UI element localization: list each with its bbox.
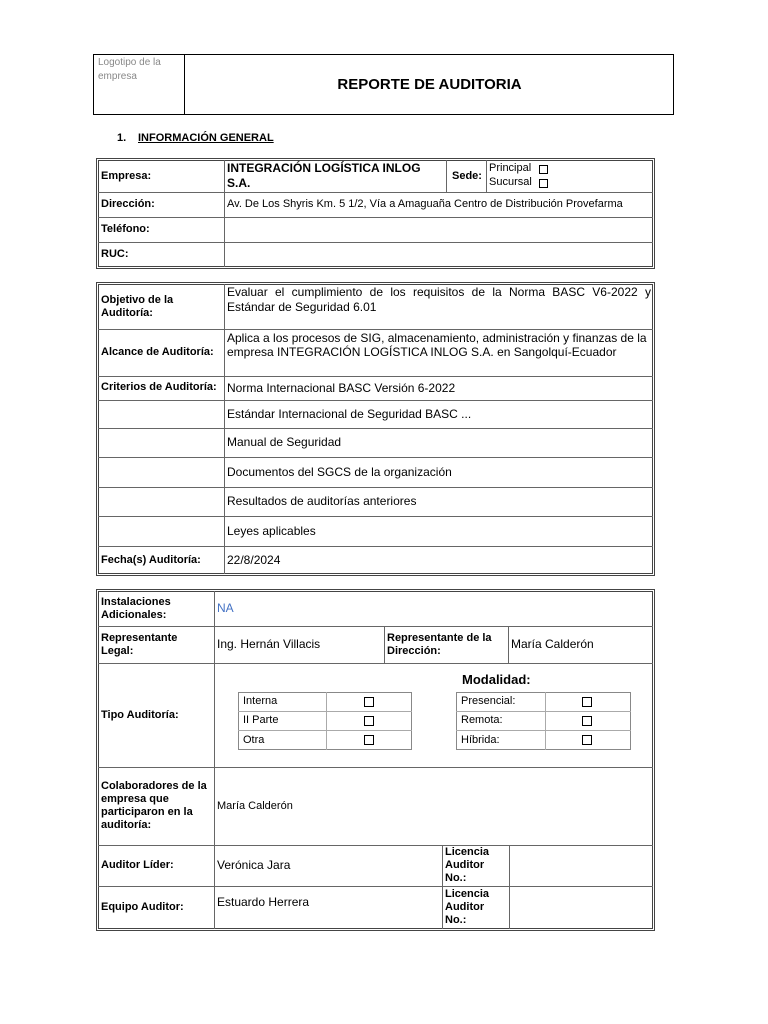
- rep-direccion-label: Representante de la Dirección:: [387, 631, 492, 657]
- auditor-lider-label: Auditor Líder:: [101, 859, 174, 871]
- modalidad-hibrida-checkbox[interactable]: [582, 735, 592, 745]
- modalidad-option: Remota:: [461, 714, 503, 726]
- criterio-item: Estándar Internacional de Seguridad BASC ...: [227, 406, 472, 421]
- equipo-label: Equipo Auditor:: [101, 901, 184, 913]
- modalidad-remota-checkbox[interactable]: [582, 716, 592, 726]
- section-number: 1.: [117, 132, 127, 144]
- direccion-label: Dirección:: [101, 198, 155, 210]
- equipo-value: Estuardo Herrera: [217, 894, 310, 909]
- fecha-value: 22/8/2024: [227, 552, 281, 567]
- colaboradores-label: Colaboradores de la empresa que participaron en la auditoría:: [101, 780, 207, 831]
- criterio-item: Documentos del SGCS de la organización: [227, 464, 452, 479]
- modalidad-presencial-checkbox[interactable]: [582, 697, 592, 707]
- instalaciones-label: Instalaciones Adicionales:: [101, 595, 171, 621]
- colaboradores-value: María Calderón: [217, 799, 293, 812]
- tipo-option: Otra: [243, 734, 265, 746]
- telefono-label: Teléfono:: [101, 223, 150, 235]
- objetivo-label: Objetivo de la Auditoría:: [101, 293, 174, 319]
- fecha-label: Fecha(s) Auditoría:: [101, 553, 201, 566]
- sede-principal: Principal: [489, 162, 532, 174]
- criterio-item: Manual de Seguridad: [227, 435, 342, 449]
- sede-sucursal: Sucursal: [489, 176, 532, 188]
- logo-placeholder: Logotipo de la empresa: [98, 57, 161, 82]
- empresa-label: Empresa:: [101, 169, 152, 182]
- instalaciones-value: NA: [217, 601, 234, 615]
- criterio-item: Resultados de auditorías anteriores: [227, 494, 417, 508]
- criterio-item: Norma Internacional BASC Versión 6-2022: [227, 380, 456, 395]
- criterio-item: Leyes aplicables: [227, 523, 316, 538]
- auditor-lider-value: Verónica Jara: [217, 858, 291, 872]
- sede-principal-checkbox[interactable]: [539, 165, 548, 174]
- modalidad-label: Modalidad:: [462, 672, 531, 687]
- direccion-value: Av. De Los Shyris Km. 5 1/2, Vía a Amaguaña Centro de Distribución Provefarma: [227, 198, 623, 210]
- rep-direccion-value: María Calderón: [511, 637, 594, 651]
- tipo-otra-checkbox[interactable]: [364, 735, 374, 745]
- tipo-option: II Parte: [243, 714, 279, 726]
- modalidad-option: Presencial:: [461, 695, 516, 707]
- alcance-label: Alcance de Auditoría:: [101, 346, 214, 358]
- sede-label: Sede:: [452, 169, 482, 182]
- tipo-label: Tipo Auditoría:: [101, 708, 179, 721]
- criterios-label: Criterios de Auditoría:: [101, 380, 217, 393]
- licencia-label: Licencia Auditor No.:: [445, 846, 490, 884]
- rep-legal-label: Representante Legal:: [101, 631, 178, 657]
- rep-legal-value: Ing. Hernán Villacis: [217, 637, 321, 651]
- tipo-option: Interna: [243, 695, 278, 707]
- section-title: INFORMACIÓN GENERAL: [138, 132, 274, 144]
- page-title: REPORTE DE AUDITORIA: [337, 76, 522, 93]
- alcance-value: Aplica a los procesos de SIG, almacenamiento, administración y finanzas de la empresa INTEGRACIÓN LOGÍSTICA INLOG S.A. en Sangolquí-Ecuador: [227, 331, 647, 359]
- objetivo-value: Evaluar el cumplimiento de los requisitos de la Norma BASC V6-2022 y Estándar de Seguridad 6.01: [227, 285, 651, 314]
- empresa-value: INTEGRACIÓN LOGÍSTICA INLOG S.A.: [227, 161, 421, 190]
- sede-sucursal-checkbox[interactable]: [539, 179, 548, 188]
- tipo-ii-parte-checkbox[interactable]: [364, 716, 374, 726]
- modalidad-option: Híbrida:: [461, 734, 500, 746]
- licencia-label: Licencia Auditor No.:: [445, 888, 490, 926]
- ruc-label: RUC:: [101, 248, 129, 260]
- tipo-interna-checkbox[interactable]: [364, 697, 374, 707]
